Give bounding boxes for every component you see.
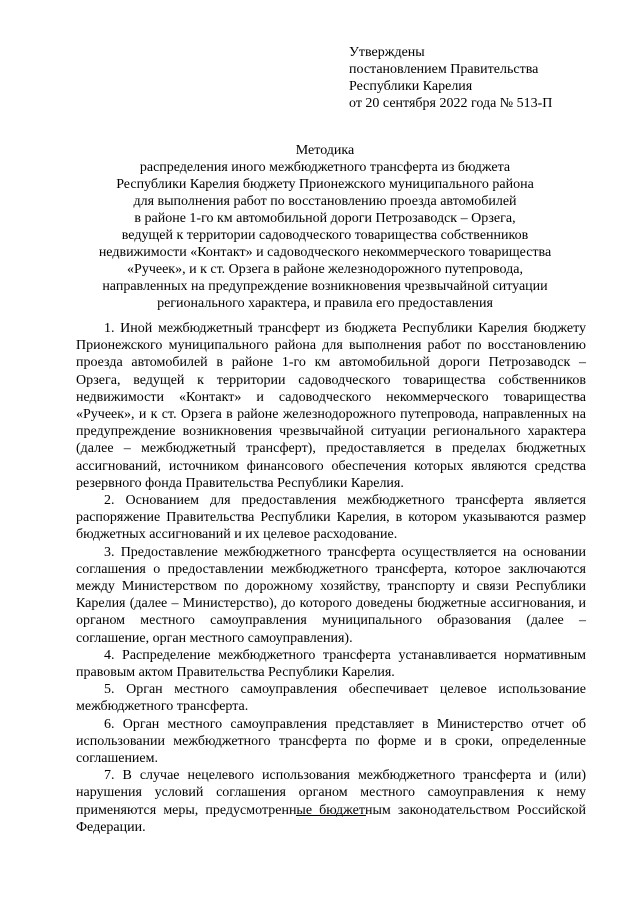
paragraph: 2. Основанием для предоставления межбюджетного трансферта является распоряжение Правительства Республики Карелия, в котором указываются размер бюджетных ассигнований и их целевое расходование. (76, 493, 586, 543)
document-body (76, 320, 586, 836)
paragraph: 6. Орган местного самоуправления представляет в Министерство отчет об использовании межбюджетного трансферта по форме и в сроки, определенные соглашением. (76, 716, 586, 767)
approval-line: постановлением Правительства (349, 62, 539, 77)
approval-line: от 20 сентября 2022 года № 513-П (349, 96, 553, 111)
paragraph: 4. Распределение межбюджетного трансферта устанавливается нормативным правовым актом Правительства Республики Карелия. (76, 647, 586, 681)
paragraph: 5. Орган местного самоуправления обеспечивает целевое использование межбюджетного трансферта. (76, 682, 586, 715)
end-divider (296, 815, 366, 816)
title-line: для выполнения работ по восстановлению проезда автомобилей (133, 194, 517, 209)
title-line: направленных на предупреждение возникновения чрезвычайной ситуации (102, 279, 548, 294)
title-line: «Ручеек», и к ст. Орзега в районе железнодорожного путепровода, (127, 262, 523, 277)
title-line: недвижимости «Контакт» и садоводческого некоммерческого товарищества (98, 245, 552, 260)
title-line: в районе 1-го км автомобильной дороги Петрозаводск – Орзега, (134, 211, 516, 226)
paragraph: 3. Предоставление межбюджетного трансферта осуществляется на основании соглашения о предоставлении межбюджетного трансферта, которое заключаются между Министерством по дорожному хозяйству, транспорту и связи Республики Карелия (далее – Министерство), до которого доведены бюджетные ассигнования, и органом местного самоуправления муниципального образования (далее – соглашение, орган местного самоуправления). (76, 544, 586, 646)
approval-line: Утверждены (349, 45, 425, 60)
paragraph: 1. Иной межбюджетный трансферт из бюджета Республики Карелия бюджету Прионежского муниципального района для выполнения работ по восстановлению проезда автомобилей в районе 1-го км автомобильной дороги Петрозаводск – Орзега, ведущей к территории садоводческого товарищества собственников недвижимости «Контакт» и садоводческого некоммерческого товарищества «Ручеек», и к ст. Орзега в районе железнодорожного путепровода, направленных на предупреждение возникновения чрезвычайной ситуации регионального характера (далее – межбюджетный трансферт), предоставляется в пределах бюджетных ассигнований, источником финансового обеспечения которых являются средства резервного фонда Правительства Республики Карелия. (76, 321, 586, 491)
title-line: регионального характера, и правила его предоставления (157, 296, 493, 311)
title-line: Методика (295, 143, 355, 158)
approval-stamp (349, 44, 609, 112)
document-title (60, 142, 590, 312)
title-line: ведущей к территории садоводческого товарищества собственников (121, 228, 529, 243)
title-line: Республики Карелия бюджету Прионежского муниципального района (116, 177, 534, 192)
paragraph: 7. В случае нецелевого использования межбюджетного трансферта и (или) нарушения условий соглашения органом местного самоуправления к нему применяются меры, предусмотренные бюджетным законодательством Российской Федерации. (76, 768, 586, 835)
approval-line: Республики Карелия (349, 79, 473, 94)
title-line: распределения иного межбюджетного трансферта из бюджета (139, 160, 511, 175)
